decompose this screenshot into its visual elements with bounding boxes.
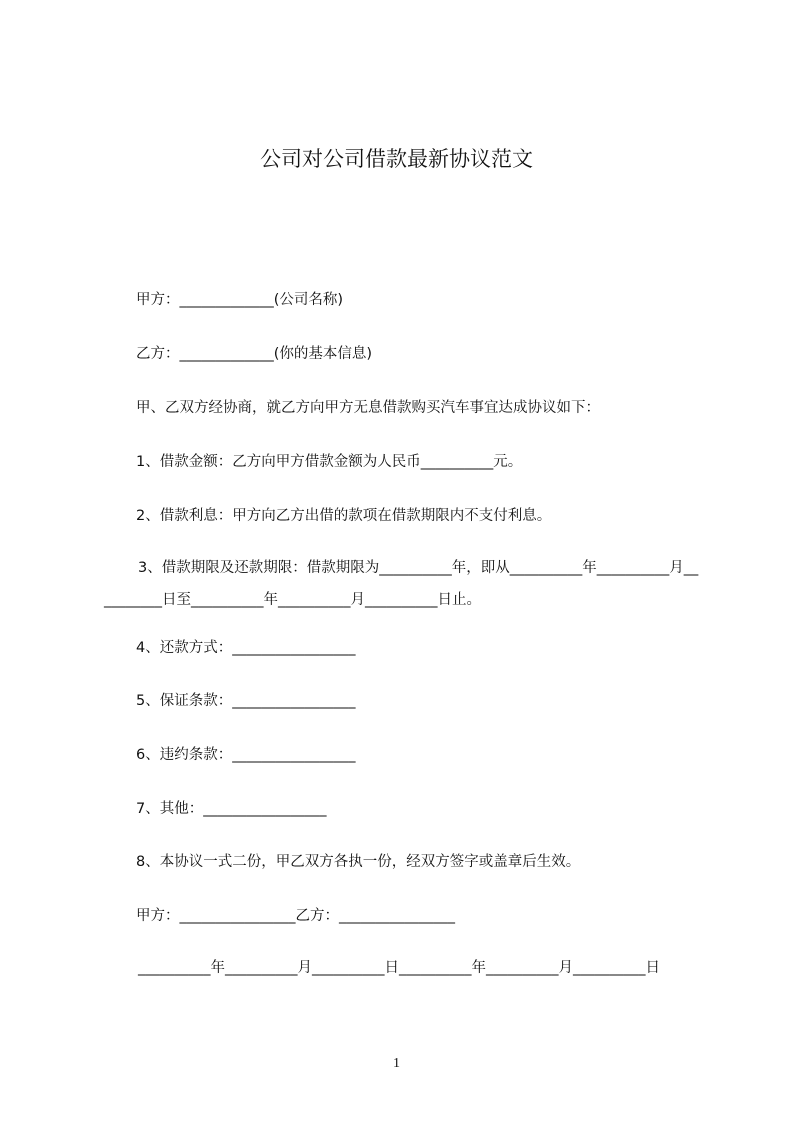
page-number: 1: [393, 1056, 400, 1071]
party-b-line: 乙方：_____________(你的基本信息): [136, 346, 373, 362]
clause-3: 3、借款期限及还款期限：借款期限为__________年，即从__________年__________月__________日至__________年__________月__________日止。: [104, 560, 699, 608]
clause-5: 5、保证条款：_________________: [136, 693, 356, 709]
clause-1: 1、借款金额：乙方向甲方借款金额为人民币__________元。: [136, 454, 523, 470]
signature-line: 甲方：________________乙方：________________: [136, 908, 455, 924]
clause-8: 8、本协议一式二份，甲乙双方各执一份，经双方签字或盖章后生效。: [136, 854, 581, 870]
document-title: 公司对公司借款最新协议范文: [260, 147, 533, 171]
party-a-line: 甲方：_____________(公司名称): [136, 292, 344, 308]
clause-7: 7、其他：_________________: [136, 801, 327, 817]
clause-4: 4、还款方式：_________________: [136, 640, 356, 656]
intro-paragraph: 甲、乙双方经协商，就乙方向甲方无息借款购买汽车事宜达成协议如下：: [136, 400, 600, 416]
clause-6: 6、违约条款：_________________: [136, 747, 356, 763]
clause-2: 2、借款利息：甲方向乙方出借的款项在借款期限内不支付利息。: [136, 508, 552, 524]
date-line: __________年__________月__________日__________年__________月__________日: [138, 960, 660, 976]
